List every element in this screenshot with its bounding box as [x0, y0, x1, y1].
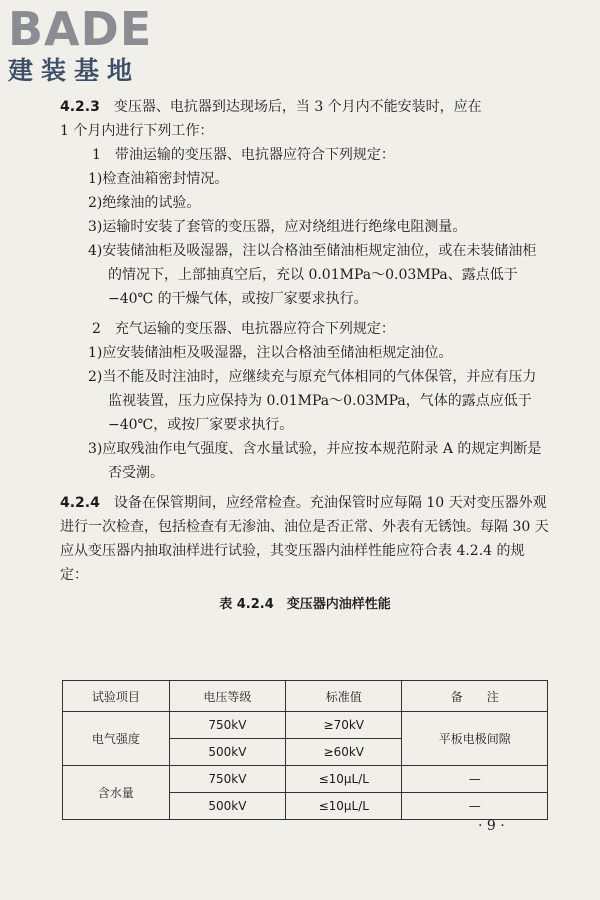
- table-cell-level: 500kV: [169, 739, 285, 766]
- logo-main-text: BADE: [8, 2, 153, 56]
- table-header-cell: 电压等级: [169, 681, 285, 712]
- section-text-line-2: 1 个月内进行下列工作：: [60, 123, 214, 139]
- table-cell-value: ≥70kV: [286, 712, 402, 739]
- table-cell-note: —: [402, 766, 548, 793]
- item-1: 1 带油运输的变压器、电抗器应符合下列规定：: [92, 147, 395, 163]
- table-cell-level: 750kV: [169, 712, 285, 739]
- table-cell-level: 750kV: [169, 766, 285, 793]
- table-cell-value: ≤10μL/L: [286, 793, 402, 820]
- table-cell-value: ≤10μL/L: [286, 766, 402, 793]
- section-number: 4.2.3: [60, 99, 100, 115]
- section-text-line-1: 变压器、电抗器到达现场后，当 3 个月内不能安装时，应在: [113, 99, 482, 115]
- item-1-4: 4)安装储油柜及吸湿器，注以合格油至储油柜规定油位，或在未装储油柜的情况下，上部抽真空后，充以 0.01MPa～0.03MPa、露点低于 −40℃ 的干燥气体，或按厂家要求执行。: [88, 243, 537, 307]
- section-text: 设备在保管期间，应经常检查。充油保管时应每隔 10 天对变压器外观进行一次检查，包括检查有无渗油、油位是否正常、外表有无锈蚀。每隔 30 天应从变压器内抽取油样进行试验，其变压器内油样性能应符合表 4.2.4 的规定：: [60, 495, 549, 583]
- item-2-1: 1)应安装储油柜及吸湿器，注以合格油至储油柜规定油位。: [88, 345, 453, 361]
- page-number: · 9 ·: [478, 818, 505, 834]
- table-header-cell: 试验项目: [63, 681, 170, 712]
- document-body: [60, 95, 550, 622]
- table-row: [63, 766, 548, 793]
- item-1-1: 1)检查油箱密封情况。: [88, 171, 229, 187]
- item-2-3: 3)应取残油作电气强度、含水量试验，并应按本规范附录 A 的规定判断是否受潮。: [88, 441, 542, 481]
- table-header-cell: 备 注: [402, 681, 548, 712]
- section-number: 4.2.4: [60, 495, 100, 511]
- table-cell-level: 500kV: [169, 793, 285, 820]
- section-4-2-3: [60, 95, 550, 143]
- table-cell-item: 含水量: [63, 766, 170, 820]
- table-cell-value: ≥60kV: [286, 739, 402, 766]
- table-row: [63, 712, 548, 739]
- table-title: 表 4.2.4 变压器内油样性能: [219, 597, 391, 612]
- oil-sample-table: [62, 680, 548, 820]
- item-2-2: 2)当不能及时注油时，应继续充与原充气体相同的气体保管，并应有压力监视装置，压力应保持为 0.01MPa～0.03MPa，气体的露点应低于 −40℃，或按厂家要求执行。: [88, 369, 537, 433]
- table-header-row: [63, 681, 548, 712]
- table-cell-item: 电气强度: [63, 712, 170, 766]
- table-cell-note: 平板电极间隙: [402, 712, 548, 766]
- table-header-cell: 标准值: [286, 681, 402, 712]
- bade-logo: [8, 2, 153, 86]
- item-1-3: 3)运输时安装了套管的变压器，应对绕组进行绝缘电阻测量。: [88, 219, 467, 235]
- item-1-2: 2)绝缘油的试验。: [88, 195, 201, 211]
- logo-sub-text: 建装基地: [8, 56, 141, 85]
- item-2: 2 充气运输的变压器、电抗器应符合下列规定：: [92, 321, 395, 337]
- table-cell-note: —: [402, 793, 548, 820]
- section-4-2-4: [60, 491, 550, 587]
